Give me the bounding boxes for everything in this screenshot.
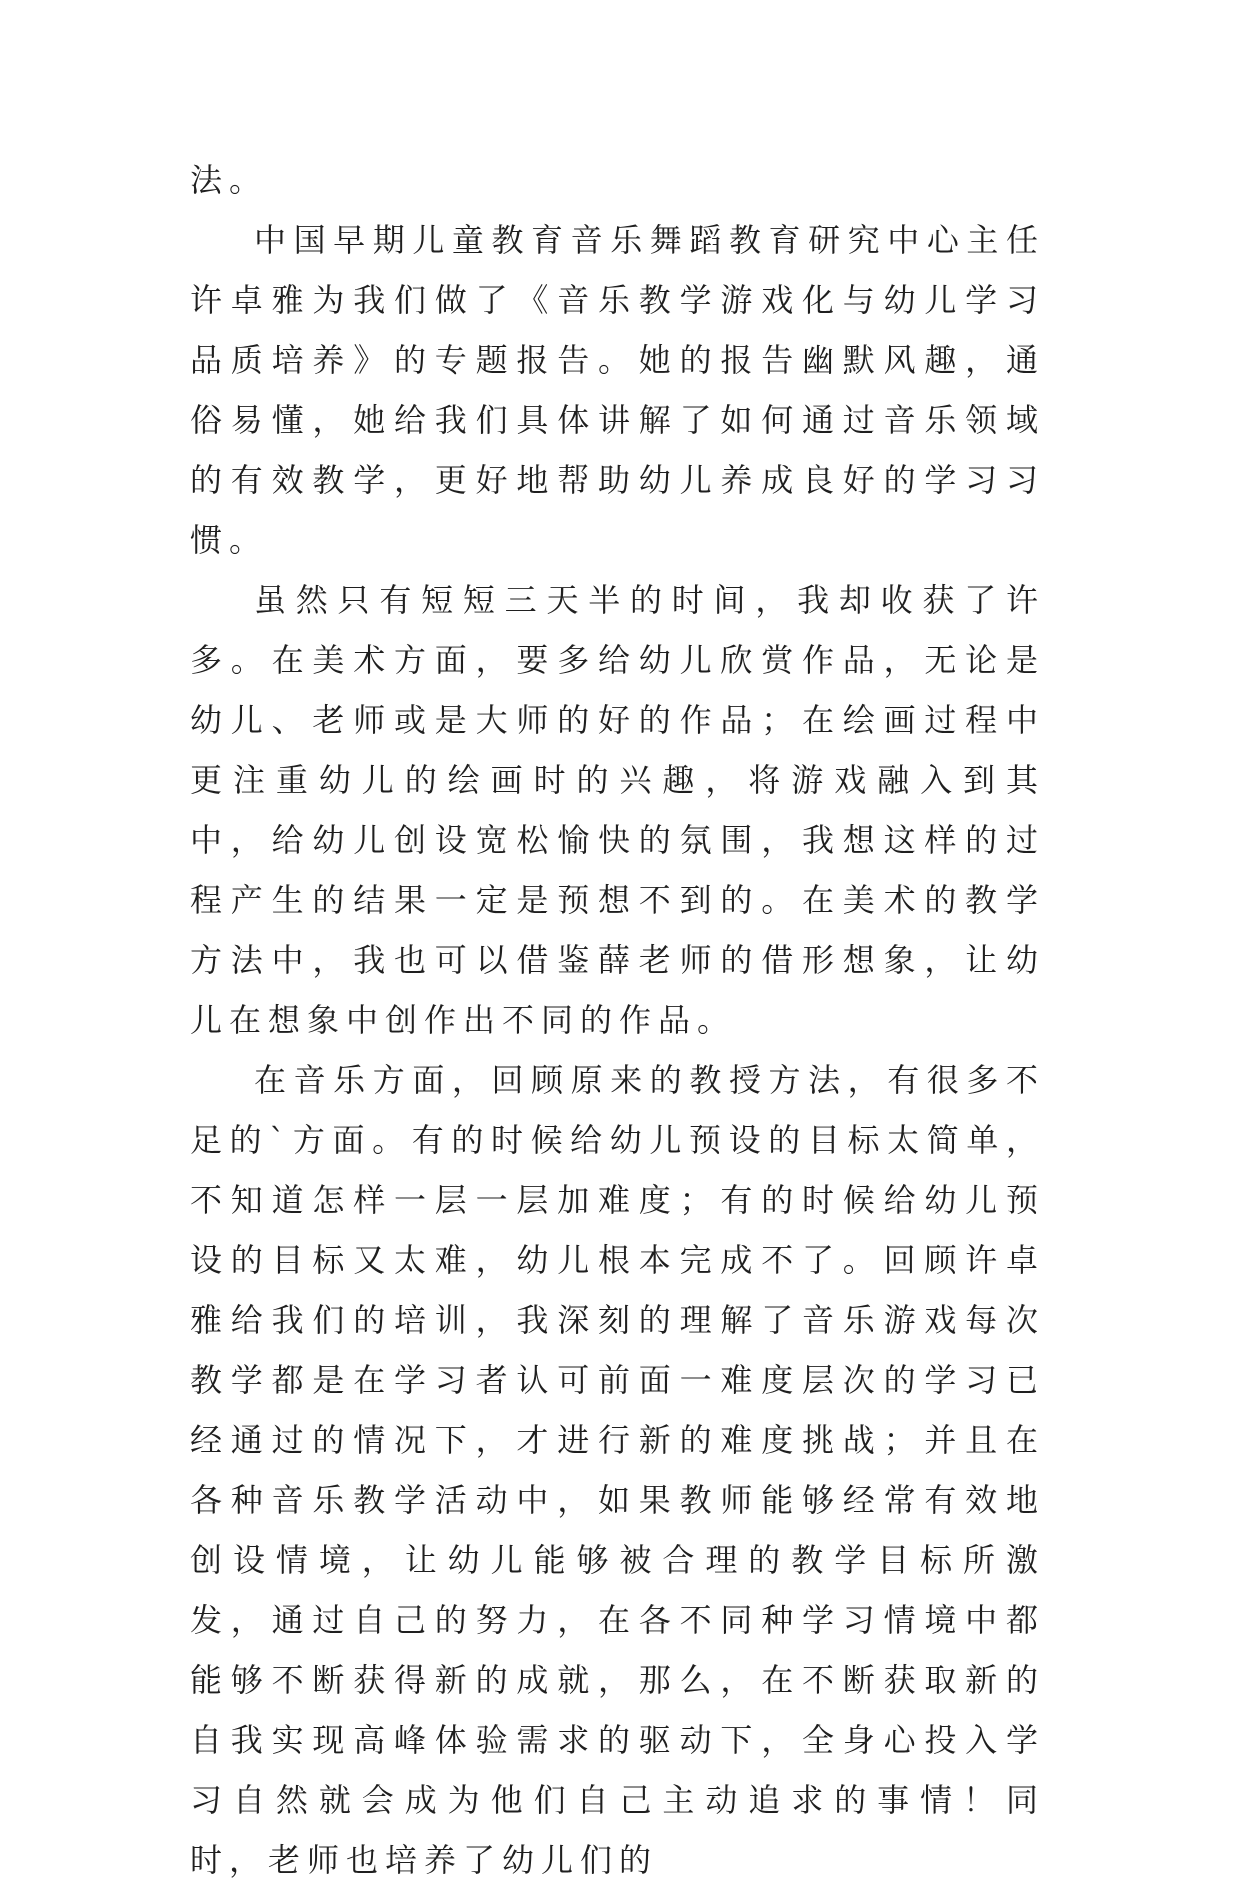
paragraph-music: 在音乐方面，回顾原来的教授方法，有很多不足的`方面。有的时候给幼儿预设的目标太简单，不知道怎样一层一层加难度；有的时候给幼儿预设的目标又太难，幼儿根本完成不了。回顾许卓雅给我们的培训，我深刻的理解了音乐游戏每次教学都是在学习者认可前面一难度层次的学习已经通过的情况下，才进行新的难度挑战；并且在各种音乐教学活动中，如果教师能够经常有效地创设情境，让幼儿能够被合理的教学目标所激发，通过自己的努力，在各不同种学习情境中都能够不断获得新的成就，那么，在不断获取新的自我实现高峰体验需求的驱动下，全身心投入学习自然就会成为他们自己主动追求的事情！同时，老师也培养了幼儿们的	[190, 1061, 1045, 1879]
paragraph-report: 中国早期儿童教育音乐舞蹈教育研究中心主任许卓雅为我们做了《音乐教学游戏化与幼儿学习品质培养》的专题报告。她的报告幽默风趣，通俗易懂，她给我们具体讲解了如何通过音乐领域的有效教学，更好地帮助幼儿养成良好的学习习惯。	[190, 221, 1045, 559]
document-body	[190, 150, 1045, 1890]
paragraph-art: 虽然只有短短三天半的时间，我却收获了许多。在美术方面，要多给幼儿欣赏作品，无论是幼儿、老师或是大师的好的作品；在绘画过程中更注重幼儿的绘画时的兴趣，将游戏融入到其中，给幼儿创设宽松愉快的氛围，我想这样的过程产生的结果一定是预想不到的。在美术的教学方法中，我也可以借鉴薛老师的借形想象，让幼儿在想象中创作出不同的作品。	[190, 581, 1045, 1039]
paragraph-continuation: 法。	[190, 161, 269, 199]
